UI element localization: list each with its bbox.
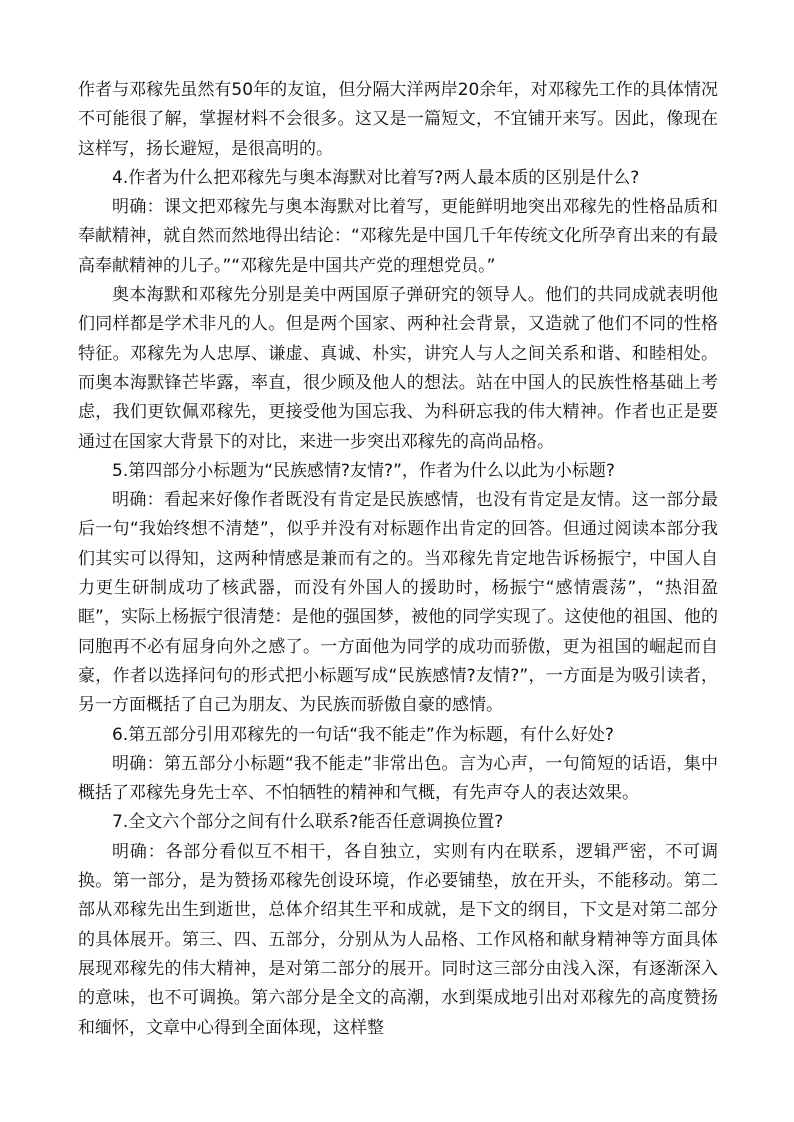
- answer-7: 明确：各部分看似互不相干，各自独立，实则有内在联系，逻辑严密，不可调换。第一部分，是为赞扬邓稼先创设环境，作必要铺垫，放在开头，不能移动。第二部从邓稼先出生到逝世，总体介绍其生平和成就，是下文的纲目，下文是对第二部分的具体展开。第三、四、五部分，分别从为人品格、工作风格和献身精神等方面具体展现邓稼先的伟大精神，是对第二部分的展开。同时这三部分由浅入深，有逐渐深入的意味，也不可调换。第六部分是全文的高潮，水到渠成地引出对邓稼先的高度赞扬和缅怀，文章中心得到全面体现，这样整: [78, 841, 718, 1038]
- document-body: [78, 76, 718, 1043]
- answer-6: 明确：第五部分小标题“我不能走”非常出色。言为心声，一句简短的话语，集中概括了邓稼先身先士卒、不怕牺牲的精神和气概，有先声夺人的表达效果。: [78, 753, 718, 804]
- question-5: 5.第四部分小标题为“民族感情?友情?”，作者为什么以此为小标题?: [112, 460, 615, 481]
- answer-5: 明确：看起来好像作者既没有肯定是民族感情，也没有肯定是友情。这一部分最后一句“我始终想不清楚”，似乎并没有对标题作出肯定的回答。但通过阅读本部分我们其实可以得知，这两种情感是兼而有之的。当邓稼先肯定地告诉杨振宁，中国人自力更生研制成功了核武器，而没有外国人的援助时，杨振宁“感情震荡”，“热泪盈眶”，实际上杨振宁很清楚：是他的强国梦，被他的同学实现了。这使他的祖国、他的同胞再不必有屈身向外之感了。一方面他为同学的成功而骄傲，更为祖国的崛起而自豪，作者以选择问句的形式把小标题写成“民族感情?友情?”，一方面是为吸引读者，另一方面概括了自己为朋友、为民族而骄傲自豪的感情。: [78, 490, 718, 716]
- answer-4-part-2: 奥本海默和邓稼先分别是美中两国原子弹研究的领导人。他们的共同成就表明他们同样都是学术非凡的人。但是两个国家、两种社会背景，又造就了他们不同的性格特征。邓稼先为人忠厚、谦虚、真诚、朴实，讲究人与人之间关系和谐、和睦相处。而奥本海默锋芒毕露，率直，很少顾及他人的想法。站在中国人的民族性格基础上考虑，我们更钦佩邓稼先，更接受他为国忘我、为科研忘我的伟大精神。作者也正是要通过在国家大背景下的对比，来进一步突出邓稼先的高尚品格。: [78, 285, 718, 452]
- paragraph-continuation: 作者与邓稼先虽然有50年的友谊，但分隔大洋两岸20余年，对邓稼先工作的具体情况不可能很了解，掌握材料不会很多。这又是一篇短文，不宜铺开来写。因此，像现在这样写，扬长避短，是很高明的。: [78, 80, 718, 159]
- question-6: 6.第五部分引用邓稼先的一句话“我不能走”作为标题，有什么好处?: [112, 724, 614, 745]
- question-7: 7.全文六个部分之间有什么联系?能否任意调换位置?: [112, 812, 504, 833]
- answer-4-part-1: 明确：课文把邓稼先与奥本海默对比着写，更能鲜明地突出邓稼先的性格品质和奉献精神，就自然而然地得出结论：“邓稼先是中国几千年传统文化所孕育出来的有最高奉献精神的儿子。”“邓稼先是中国共产党的理想党员。”: [78, 197, 718, 276]
- question-4: 4.作者为什么把邓稼先与奥本海默对比着写?两人最本质的区别是什么?: [112, 167, 640, 188]
